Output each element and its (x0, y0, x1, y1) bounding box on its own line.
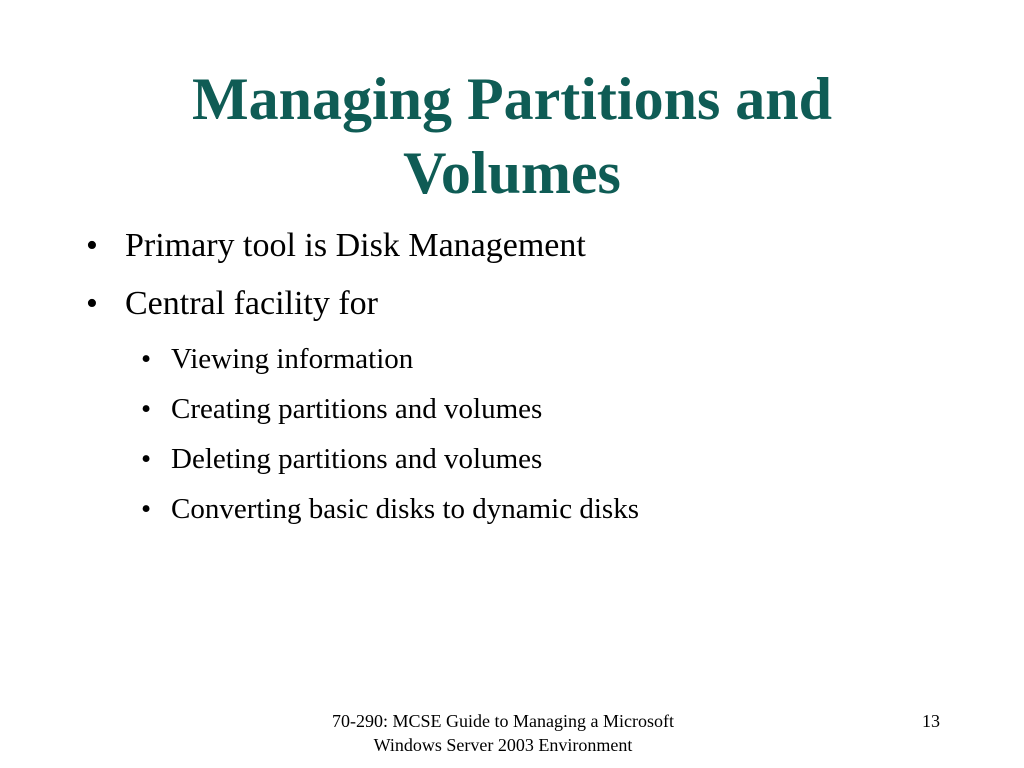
bullet-icon: • (86, 285, 98, 322)
page-number: 13 (922, 711, 940, 731)
sub-bullet-text: Deleting partitions and volumes (171, 443, 543, 475)
sub-bullet-item (0, 442, 1024, 492)
bullet-item (0, 284, 1024, 342)
sub-bullet-item (0, 492, 1024, 542)
footer-line-1: 70-290: MCSE Guide to Managing a Microsoft (332, 711, 674, 731)
slide-footer (252, 709, 754, 757)
sub-bullet-text: Converting basic disks to dynamic disks (171, 493, 639, 525)
sub-bullet-text: Viewing information (171, 343, 414, 375)
bullet-icon: • (141, 493, 152, 525)
sub-bullet-text: Creating partitions and volumes (171, 393, 543, 425)
bullet-item (0, 226, 1024, 284)
slide-title-line-1: Managing Partitions and (191, 66, 833, 132)
sub-bullet-item (0, 342, 1024, 392)
bullet-text: Primary tool is Disk Management (125, 227, 586, 264)
bullet-icon: • (86, 227, 98, 264)
bullet-text: Central facility for (125, 285, 379, 322)
bullet-icon: • (141, 343, 152, 375)
sub-bullet-item (0, 392, 1024, 442)
bullet-list (0, 226, 1024, 542)
bullet-icon: • (141, 443, 152, 475)
footer-line-2: Windows Server 2003 Environment (373, 735, 633, 755)
bullet-icon: • (141, 393, 152, 425)
slide-title-line-2: Volumes (403, 140, 621, 206)
slide-title (0, 62, 1024, 210)
